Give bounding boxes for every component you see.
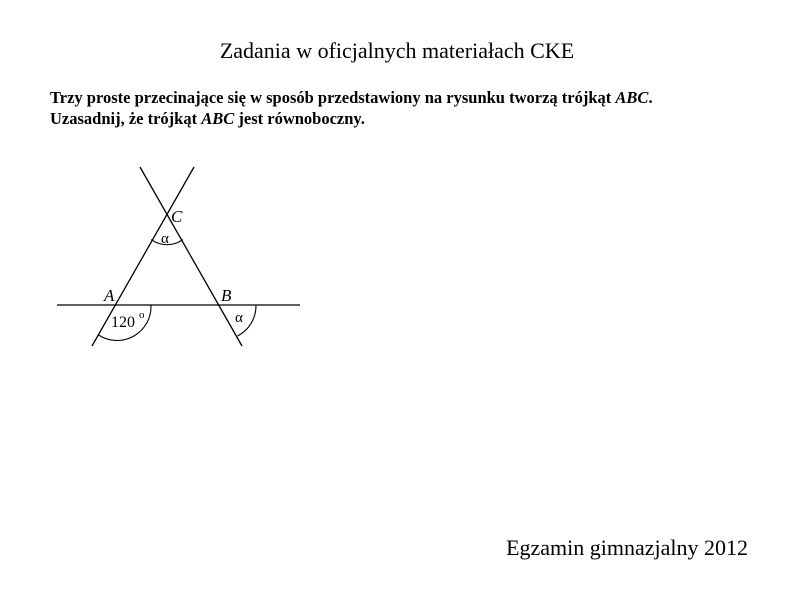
slide-footer: Egzamin gimnazjalny 2012 <box>506 535 748 560</box>
degree-mark: o <box>139 309 145 321</box>
task-line-2-text: Uzasadnij, że trójkąt <box>50 109 202 128</box>
slide-title: Zadania w oficjalnych materiałach CKE <box>219 38 575 63</box>
task-line-1-abc: ABC <box>615 88 649 107</box>
alpha-right: α <box>235 310 243 326</box>
line-cb <box>140 167 242 346</box>
angle-120: 120 <box>111 314 135 331</box>
task-line-1-text: Trzy proste przecinające się w sposób przedstawiony na rysunku tworzą trójkąt <box>50 88 616 107</box>
task-line-2-abc: ABC <box>201 109 235 128</box>
label-b: B <box>221 286 232 305</box>
task-line-1-end: . <box>648 88 653 107</box>
alpha-top: α <box>161 231 169 247</box>
label-c: C <box>171 207 183 226</box>
label-a: A <box>104 286 115 305</box>
task-line-2-end: jest równoboczny. <box>234 109 365 128</box>
